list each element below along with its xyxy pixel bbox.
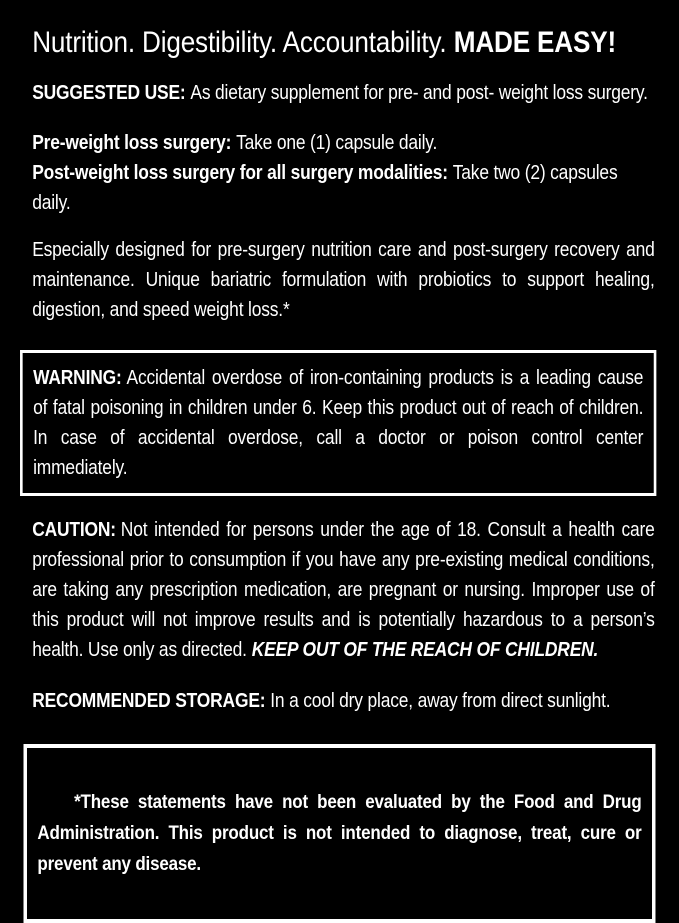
suggested-use-text: As dietary supplement for pre- and post- weight loss surgery. xyxy=(190,82,648,104)
headline-bold-text: MADE EASY! xyxy=(453,26,617,59)
dosage-pre-text: Take one (1) capsule daily. xyxy=(236,132,438,154)
storage-text: In a cool dry place, away from direct sunlight. xyxy=(270,690,611,712)
warning-text: Accidental overdose of iron-containing products is a leading cause of fatal poisoning in children under 6. Keep this product out of reach of children. In case of accidental overdose, call a doctor or poison control center immediately. xyxy=(33,367,644,479)
product-description: Especially designed for pre-surgery nutrition care and post-surgery recovery and maintenance. Unique bariatric formulation with probiotics to support healing, digestion, and speed weight loss.* xyxy=(32,239,655,321)
suggested-use-label: SUGGESTED USE: xyxy=(32,82,186,104)
caution-emphasis: KEEP OUT OF THE REACH OF CHILDREN. xyxy=(251,639,599,661)
caution-paragraph xyxy=(32,515,654,665)
headline xyxy=(32,24,654,62)
dosage-pre-label: Pre-weight loss surgery: xyxy=(32,132,232,154)
disclaimer-text: *These statements have not been evaluated by the Food and Drug Administration. This product is not intended to diagnose, treat, cure or prevent any disease. xyxy=(37,791,651,875)
warning-box xyxy=(20,350,656,496)
dosage-pre-line xyxy=(32,128,654,158)
dosage-section xyxy=(32,128,654,218)
headline-regular-text: Nutrition. Digestibility. Accountability. xyxy=(32,26,447,59)
caution-label: CAUTION: xyxy=(32,519,116,541)
disclaimer-box xyxy=(24,744,656,923)
dosage-post-label: Post-weight loss surgery for all surgery modalities: xyxy=(32,162,448,184)
dosage-post-text: Take two (2) capsules daily. xyxy=(32,162,618,214)
caution-text: Not intended for persons under the age of 18. Consult a health care professional prior to consumption if you have any pre-existing medical conditions, are taking any prescription medication, are pregnant or nursing. Improper use of this product will not improve results and is potentially hazardous to a person’s health. Use only as directed. xyxy=(32,519,655,661)
storage-line xyxy=(32,686,654,716)
storage-label: RECOMMENDED STORAGE: xyxy=(32,690,266,712)
dosage-post-line xyxy=(32,158,654,218)
warning-label: WARNING: xyxy=(33,367,122,389)
suggested-use-line xyxy=(32,78,654,108)
